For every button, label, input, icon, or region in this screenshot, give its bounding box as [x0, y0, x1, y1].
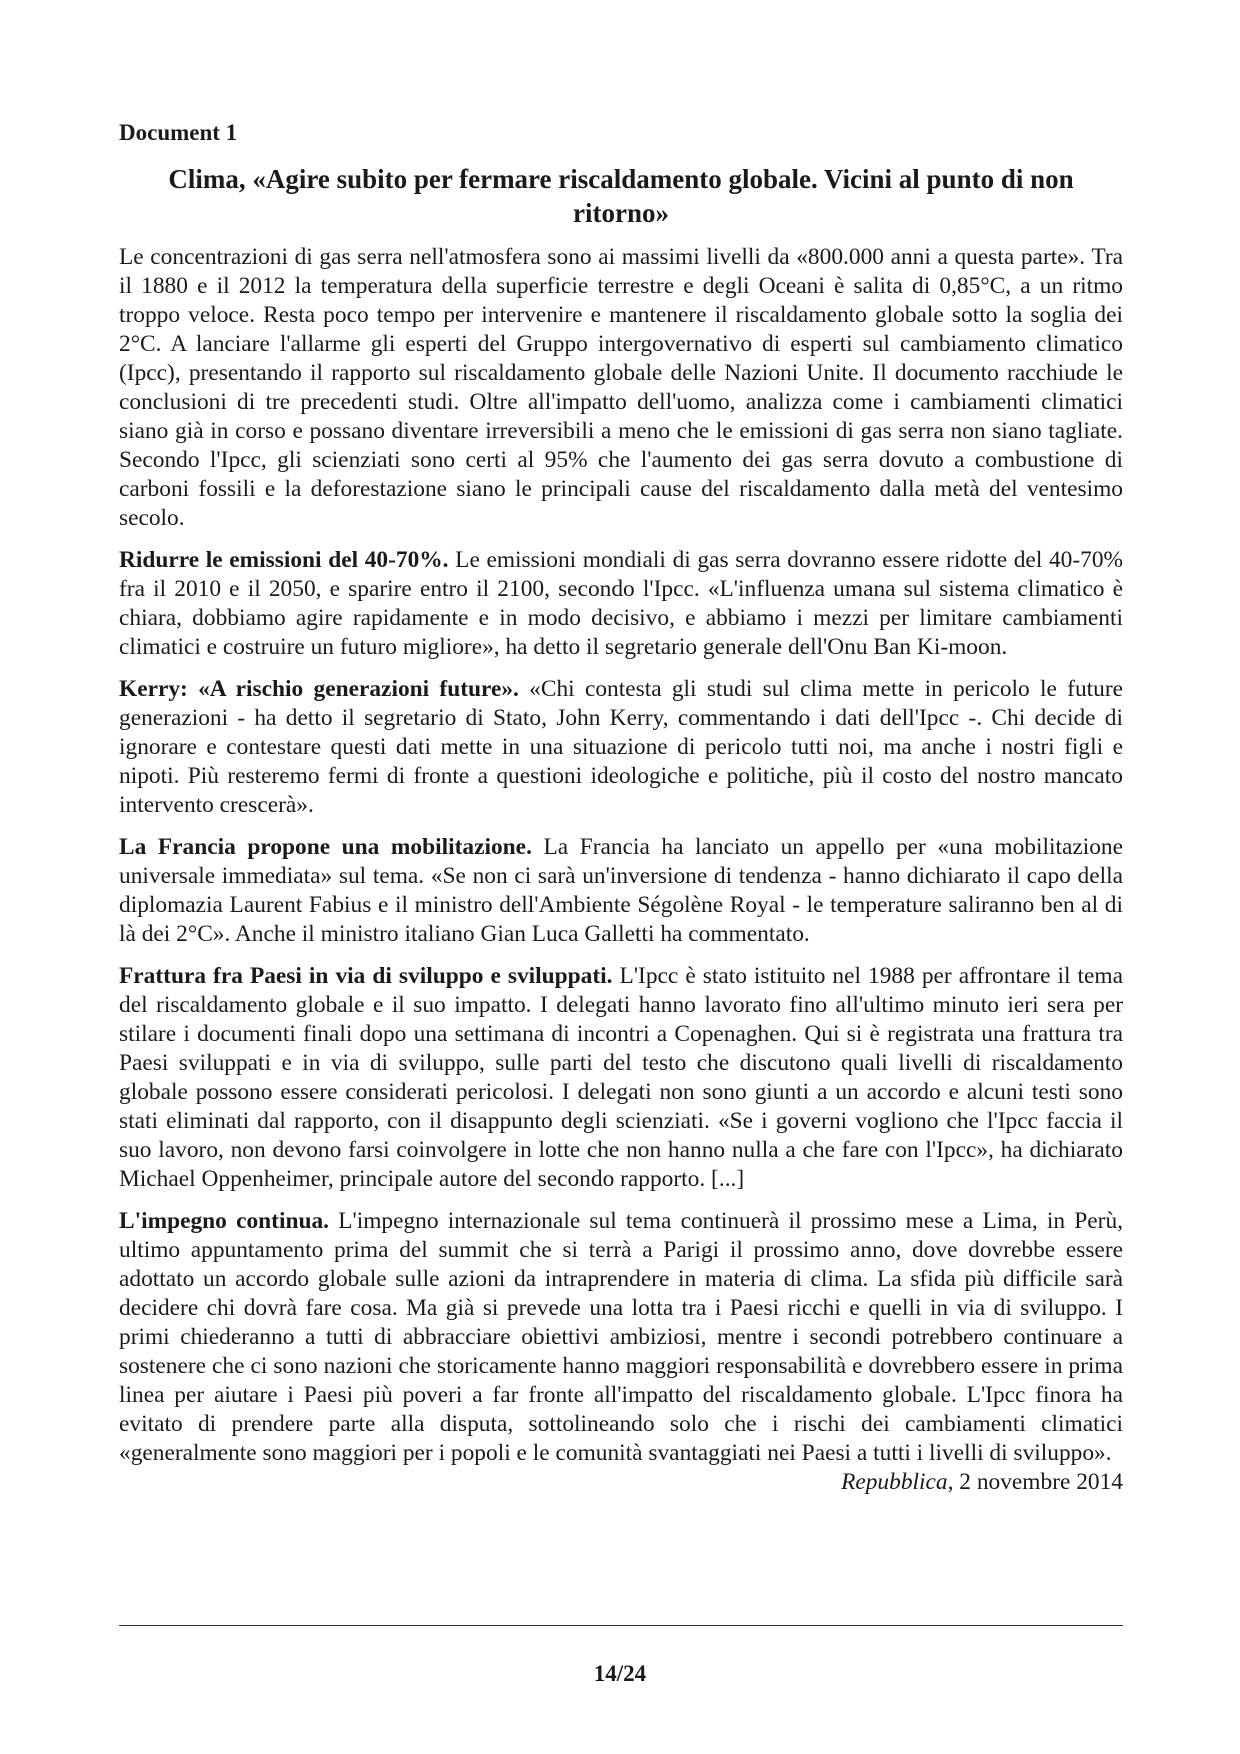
paragraph-fracture [119, 962, 1123, 1194]
paragraph-lead: L'impegno continua. [119, 1208, 330, 1234]
paragraph-text: La Francia ha lanciato un appello per «una mobilitazione universale immediata» sul tema. «Se non ci sarà un'inversione di tendenza - hanno dichiarato il capo della diplomazia Laurent Fabius e il ministro dell'Ambiente Ségolène Royal - le temperature saliranno ben al di là dei 2°C». Anche il ministro italiano Gian Luca Galletti ha commentato. [119, 834, 1124, 947]
paragraph-lead: Ridurre le emissioni del 40-70%. [119, 547, 449, 573]
document-body [119, 118, 1123, 1497]
source-citation [119, 1468, 1123, 1497]
document-label: Document 1 [119, 120, 238, 145]
paragraph-text: «Chi contesta gli studi sul clima mette in pericolo le future generazioni - ha detto il segretario di Stato, John Kerry, commentando i dati dell'Ipcc -. Chi decide di ignorare e contestare questi dati mette in una situazione di pericolo tutti noi, ma anche i nostri figli e nipoti. Più resteremo fermi di fronte a questioni ideologiche e politiche, più il costo del nostro mancato intervento crescerà». [119, 676, 1124, 818]
paragraph-text: Le emissioni mondiali di gas serra dovranno essere ridotte del 40-70% fra il 2010 e il 2050, e sparire entro il 2100, secondo l'Ipcc. «L'influenza umana sul sistema climatico è chiara, dobbiamo agire rapidamente e in modo decisivo, e abbiamo i mezzi per limitare cambiamenti climatici e costruire un futuro migliore», ha detto il segretario generale dell'Onu Ban Ki-moon. [119, 547, 1124, 660]
article-title: Clima, «Agire subito per fermare riscaldamento globale. Vicini al punto di non ritorno» [168, 164, 1074, 228]
paragraph-commitment [119, 1207, 1123, 1468]
page-number: 14/24 [593, 1661, 647, 1686]
paragraph-lead: La Francia propone una mobilitazione. [119, 834, 532, 860]
footer-divider [119, 1625, 1123, 1626]
paragraph-text: L'impegno internazionale sul tema continuerà il prossimo mese a Lima, in Perù, ultimo appuntamento prima del summit che si terrà a Parigi il prossimo anno, dove dovrebbe essere adottato un accordo globale sulle azioni da intraprendere in materia di clima. La sfida più difficile sarà decidere chi dovrà fare cosa. Ma già si prevede una lotta tra i Paesi ricchi e quelli in via di sviluppo. I primi chiederanno a tutti di abbracciare obiettivi ambiziosi, mentre i secondi potrebbero continuare a sostenere che ci sono nazioni che storicamente hanno maggiori responsabilità e dovrebbero essere in prima linea per aiutare i Paesi più poveri a far fronte all'impatto del riscaldamento globale. L'Ipcc finora ha evitato di prendere parte alla disputa, sottolineando solo che i rischi dei cambiamenti climatici «generalmente sono maggiori per i popoli e le comunità svantaggiati nei Paesi a tutti i livelli di sviluppo». [119, 1208, 1124, 1466]
paragraph-emissions [119, 546, 1123, 662]
source-publication: Repubblica [841, 1469, 948, 1495]
paragraph-text: Le concentrazioni di gas serra nell'atmosfera sono ai massimi livelli da «800.000 anni a questa parte». Tra il 1880 e il 2012 la temperatura della superficie terrestre e degli Oceani è salita di 0,85°C, a un ritmo troppo veloce. Resta poco tempo per intervenire e mantenere il riscaldamento globale sotto la soglia dei 2°C. A lanciare l'allarme gli esperti del Gruppo intergovernativo di esperti sul cambiamento climatico (Ipcc), presentando il rapporto sul riscaldamento globale delle Nazioni Unite. Il documento racchiude le conclusioni di tre precedenti studi. Oltre all'impatto dell'uomo, analizza come i cambiamenti climatici siano già in corso e possano diventare irreversibili a meno che le emissioni di gas serra non siano tagliate. Secondo l'Ipcc, gli scienziati sono certi al 95% che l'aumento dei gas serra dovuto a combustione di carboni fossili e la deforestazione siano le principali cause del riscaldamento dalla metà del ventesimo secolo. [119, 244, 1123, 531]
source-date: , 2 novembre 2014 [947, 1469, 1123, 1495]
paragraph-lead: Kerry: «A rischio generazioni future». [119, 676, 519, 702]
paragraph-lead: Frattura fra Paesi in via di sviluppo e sviluppati. [119, 963, 613, 989]
paragraph-kerry [119, 675, 1123, 820]
paragraph-france [119, 833, 1123, 949]
paragraph-text: L'Ipcc è stato istituito nel 1988 per affrontare il tema del riscaldamento globale e il suo impatto. I delegati hanno lavorato fino all'ultimo minuto ieri sera per stilare i documenti finali dopo una settimana di incontri a Copenaghen. Qui si è registrata una frattura tra Paesi sviluppati e in via di sviluppo, sulle parti del testo che discutono quali livelli di riscaldamento globale possono essere considerati pericolosi. I delegati non sono giunti a un accordo e alcuni testi sono stati eliminati dal rapporto, con il disappunto degli scienziati. «Se i governi vogliono che l'Ipcc faccia il suo lavoro, non devono farsi coinvolgere in lotte che non hanno nulla a che fare con l'Ipcc», ha dichiarato Michael Oppenheimer, principale autore del secondo rapporto. [...] [119, 963, 1123, 1192]
paragraph-intro [119, 243, 1123, 533]
